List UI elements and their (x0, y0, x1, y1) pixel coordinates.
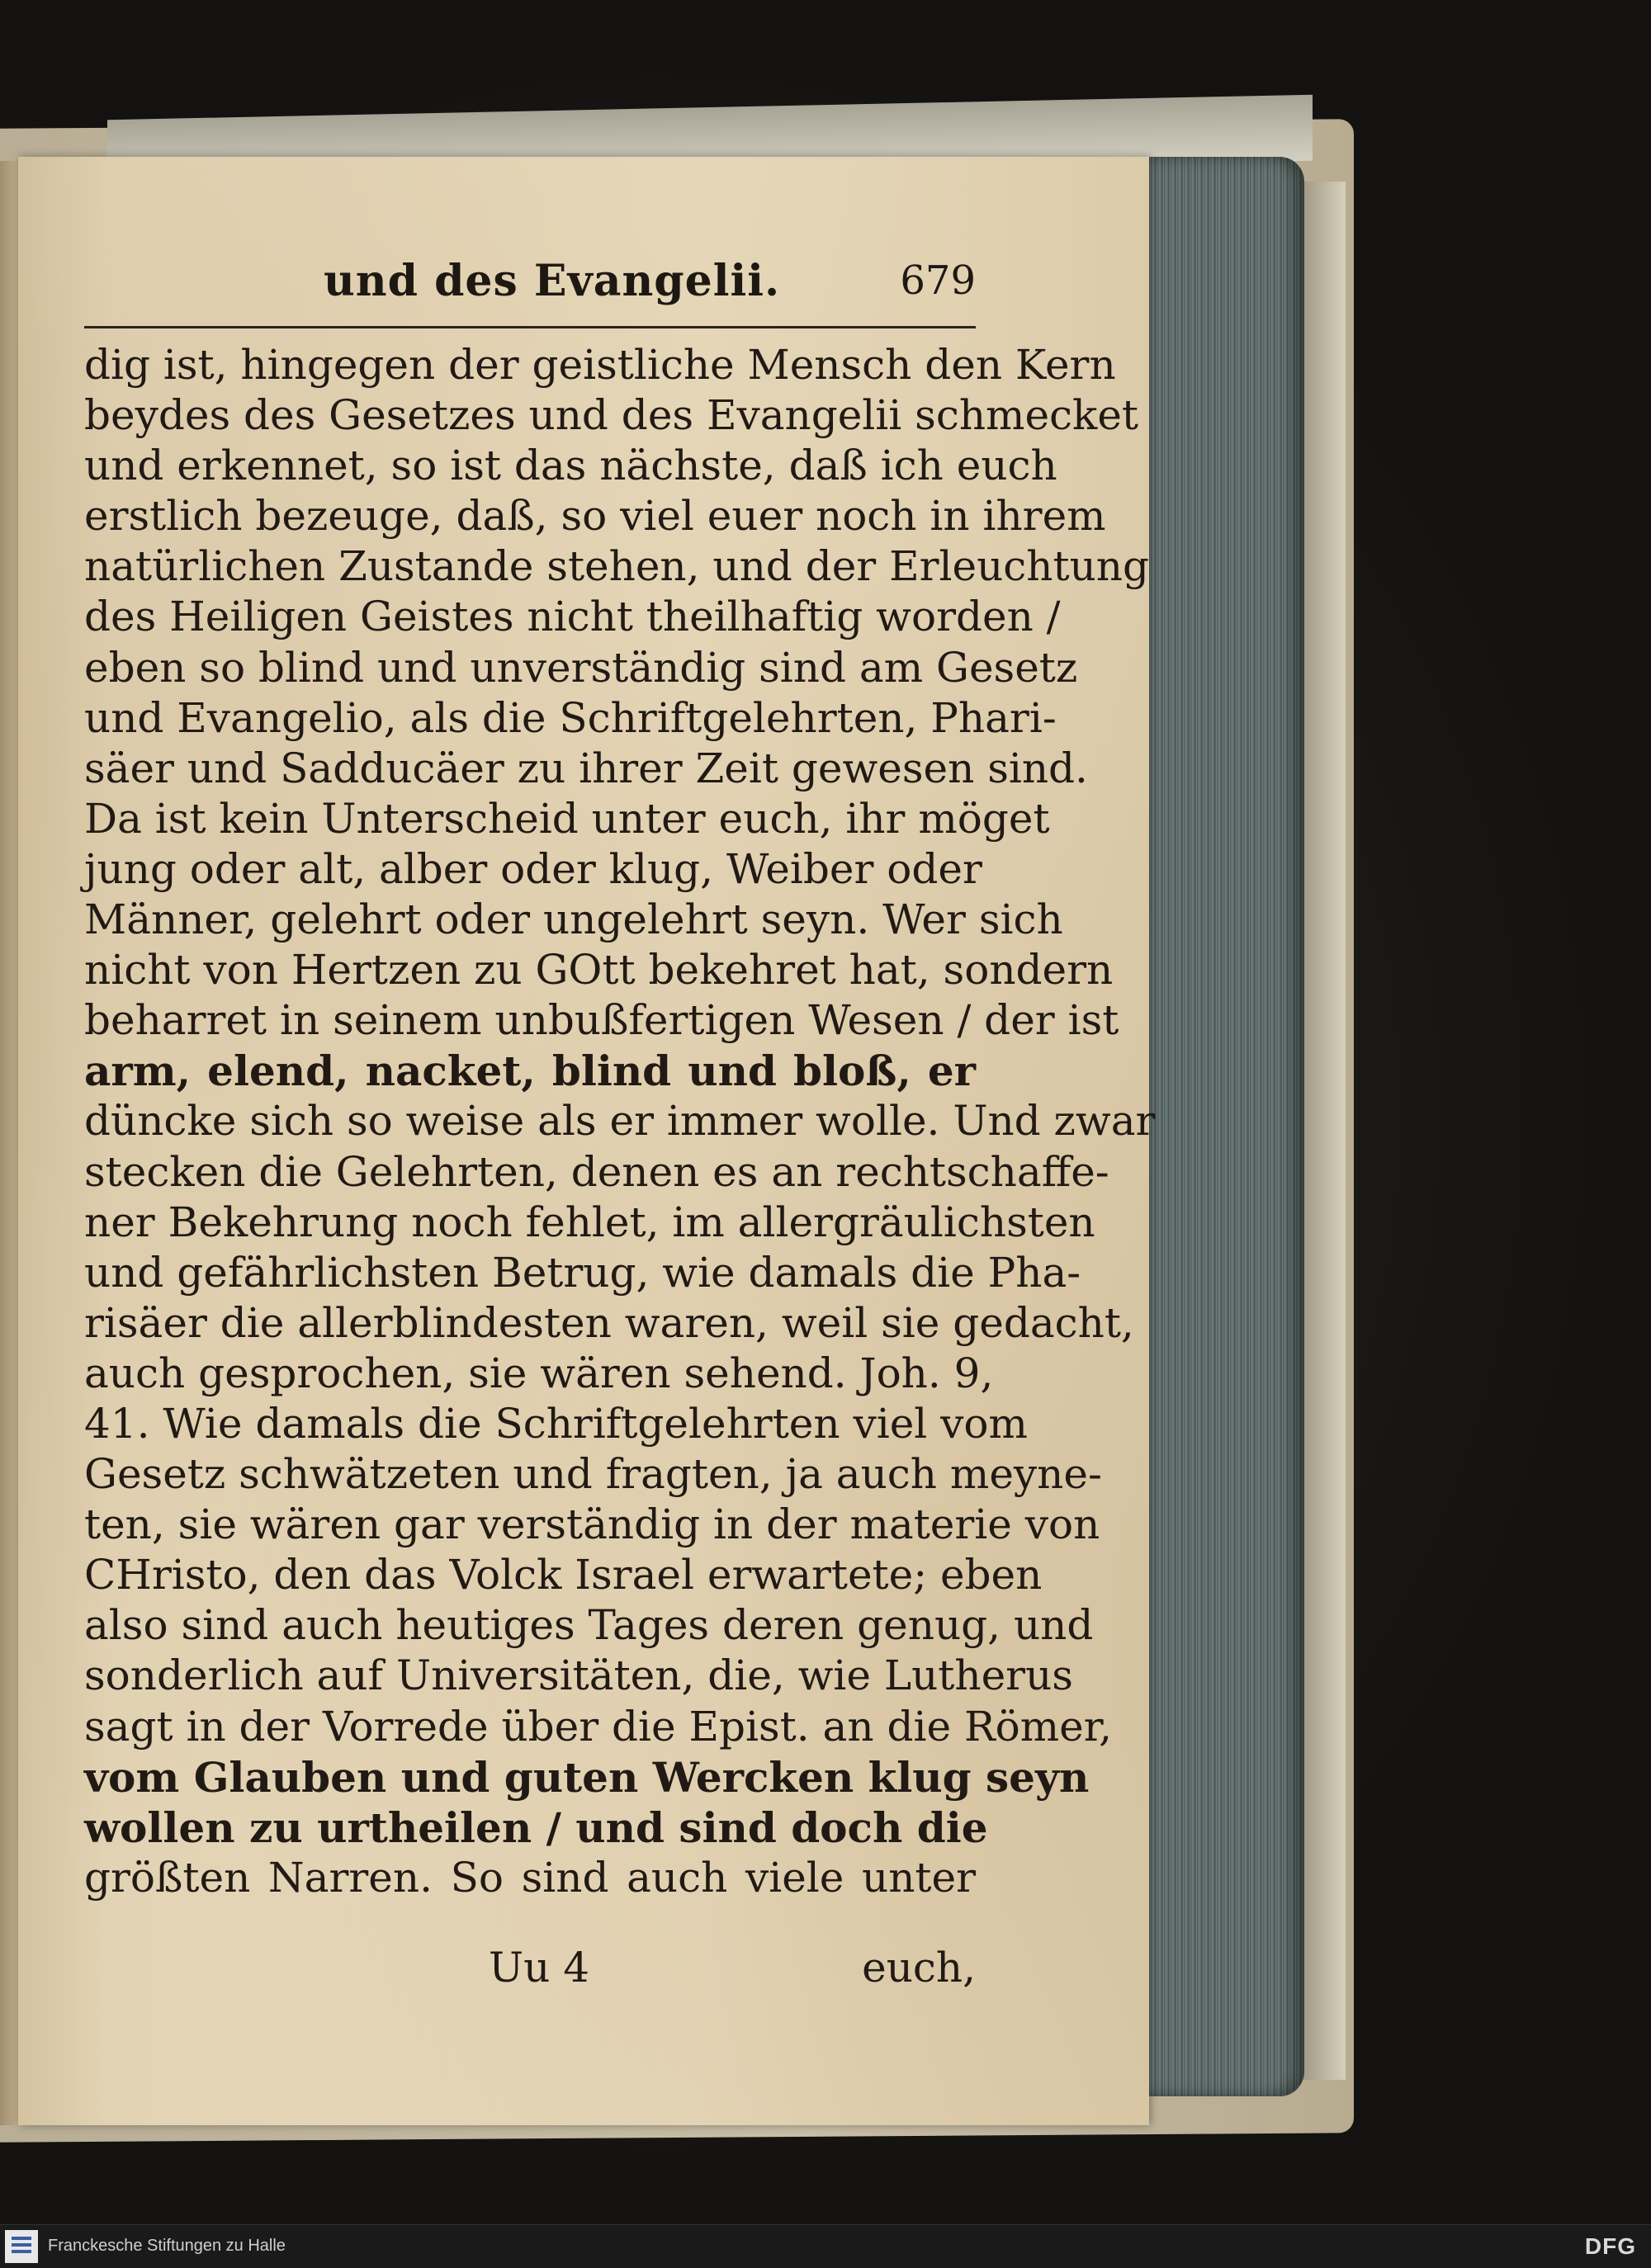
text-line: vom Glauben und guten Wercken klug seyn (84, 1752, 1090, 1802)
text-line: eben so blind und unverständig sind am Gesetz (84, 643, 1078, 692)
text-line: CHristo, den das Volck Israel erwartete; eben (84, 1551, 1043, 1599)
text-line: und Evangelio, als die Schriftgelehrten, Phari- (84, 693, 1057, 742)
text-line: ner Bekehrung noch fehlet, im allergräulichsten (84, 1198, 1095, 1246)
text-line: dig ist, hingegen der geistliche Mensch den Kern (84, 341, 1116, 389)
dfg-logo: DFG (1584, 2233, 1636, 2259)
text-line: beharret in seinem unbußfertigen Wesen / der ist (84, 996, 1119, 1045)
institution-name: Franckesche Stiftungen zu Halle (48, 2237, 286, 2255)
text-line: sagt in der Vorrede über die Epist. an die Römer, (84, 1702, 1112, 1751)
text-line: stecken die Gelehrten, denen es an rechtschaffe- (84, 1147, 1109, 1196)
page-footer (84, 1944, 976, 2001)
page-header (84, 256, 976, 322)
text-line: jung oder alt, alber oder klug, Weiber oder (84, 844, 982, 893)
institution-logo-icon (5, 2230, 38, 2263)
info-bar (0, 2224, 1651, 2268)
book-page (18, 157, 1156, 2125)
text-line: risäer die allerblindesten waren, weil sie gedacht, (84, 1298, 1134, 1347)
text-line: Männer, gelehrt oder ungelehrt seyn. Wer sich (84, 895, 1063, 944)
text-line: natürlichen Zustande stehen, und der Erleuchtung (84, 542, 1149, 591)
text-line: nicht von Hertzen zu GOtt bekehret hat, sondern (84, 946, 1114, 995)
text-line: des Heiligen Geistes nicht theilhaftig worden / (84, 593, 1061, 641)
text-line: säer und Sadducäer zu ihrer Zeit gewesen sind. (84, 744, 1088, 792)
text-line: und erkennet, so ist das nächste, daß ich euch (84, 442, 1057, 490)
text-line: ten, sie wären gar verständig in der materie von (84, 1500, 1100, 1549)
text-line: sonderlich auf Universitäten, die, wie Lutherus (84, 1651, 1073, 1700)
text-line: größten Narren. So sind auch viele unter (84, 1853, 976, 1902)
catchword: euch, (862, 1944, 976, 1992)
text-line: auch gesprochen, sie wären sehend. Joh. 9, (84, 1349, 994, 1397)
text-line: beydes des Gesetzes und des Evangelii schmecket (84, 391, 1139, 440)
signature-mark: Uu 4 (489, 1944, 590, 1992)
text-line: also sind auch heutiges Tages deren genug, und (84, 1601, 1094, 1650)
text-line: wollen zu urtheilen / und sind doch die (84, 1803, 988, 1852)
text-line: und gefährlichsten Betrug, wie damals die Pha- (84, 1248, 1081, 1297)
text-line: düncke sich so weise als er immer wolle. Und zwar (84, 1097, 1156, 1146)
text-line: erstlich bezeuge, daß, so viel euer noch in ihrem (84, 492, 1106, 541)
running-title: und des Evangelii. (324, 256, 781, 306)
page-number: 679 (900, 258, 976, 304)
header-rule (84, 326, 976, 328)
text-line: arm, elend, nacket, blind und bloß, er (84, 1047, 976, 1096)
body-text (84, 340, 1156, 1903)
text-line: Gesetz schwätzeten und fragten, ja auch meyne- (84, 1450, 1102, 1499)
text-line: 41. Wie damals die Schriftgelehrten viel vom (84, 1399, 1028, 1448)
text-line: Da ist kein Unterscheid unter euch, ihr möget (84, 794, 1050, 843)
